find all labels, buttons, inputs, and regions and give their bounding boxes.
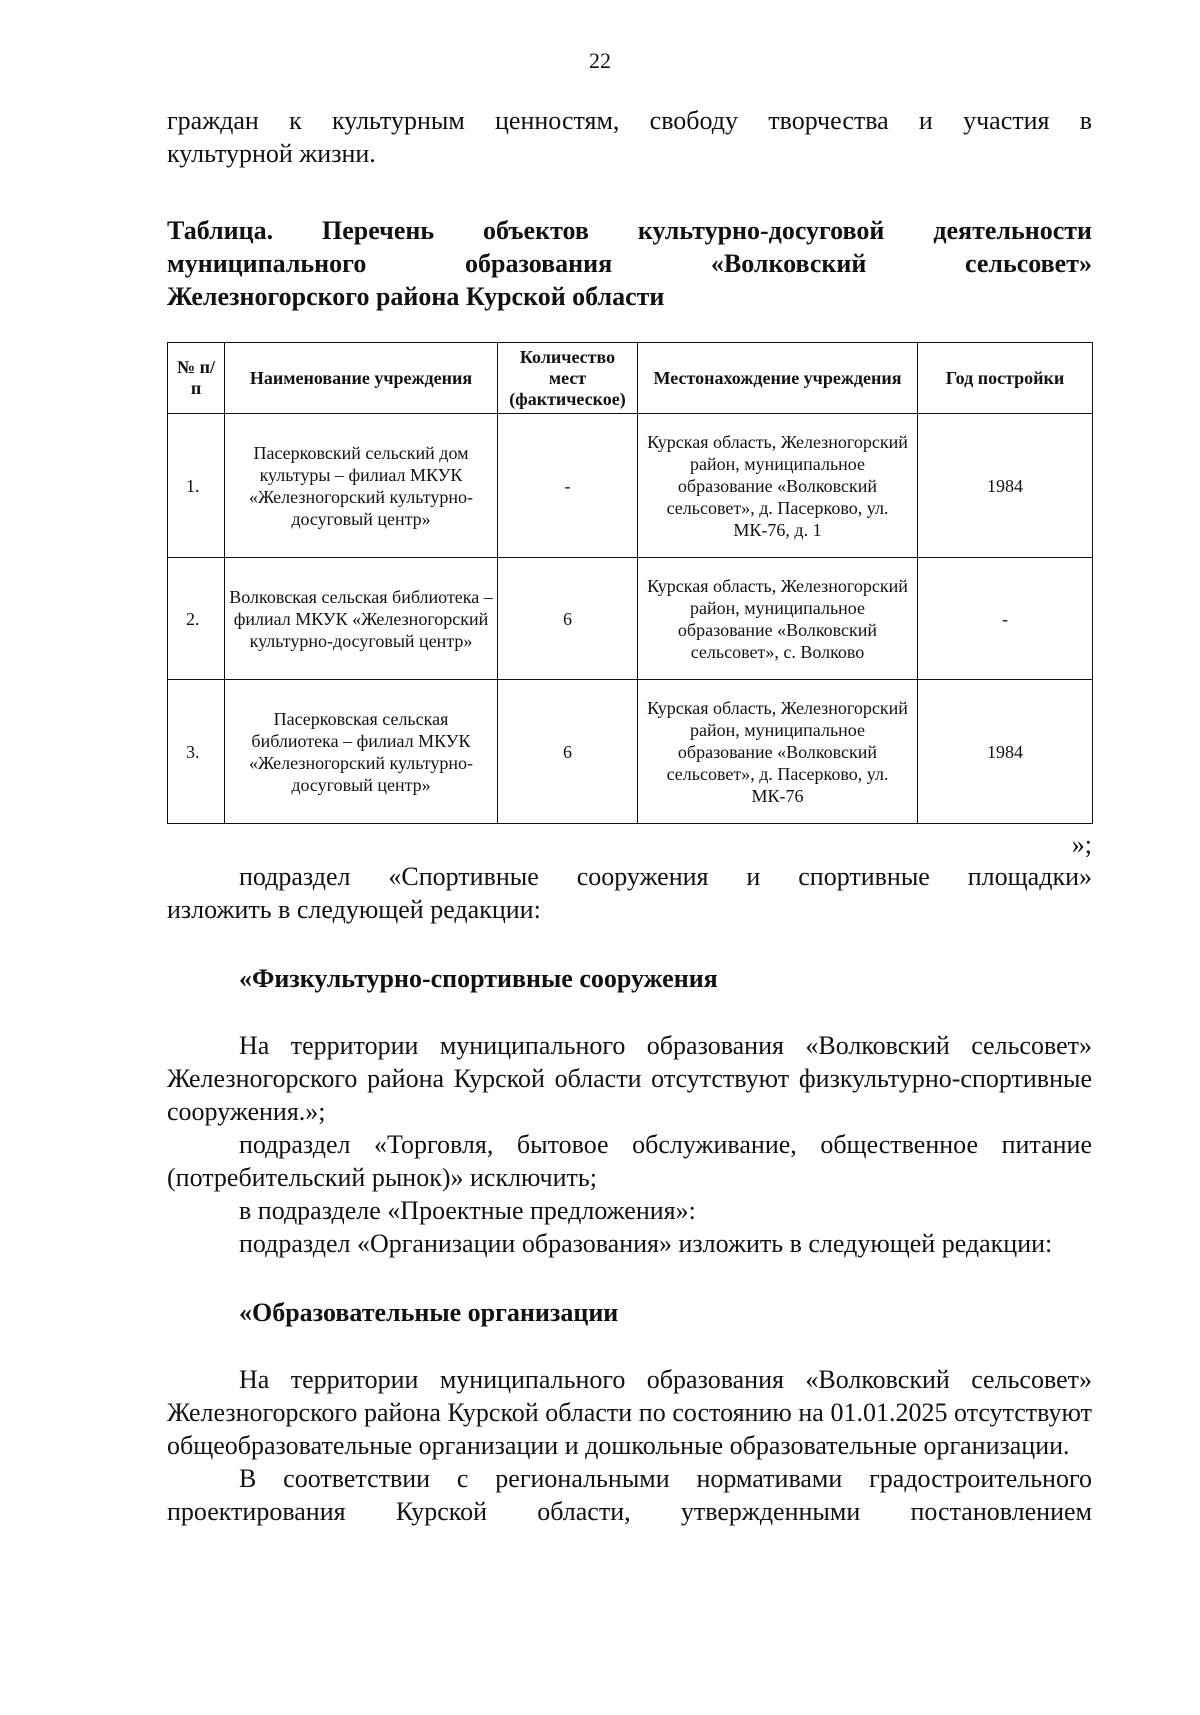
para-edu-org: подраздел «Организации образования» изложить в следующей редакции:: [239, 1229, 1053, 1258]
para-trade: подраздел «Торговля, бытовое обслуживание, общественное питание (потребительский рынок)» исключить;: [167, 1130, 1092, 1192]
table-row: [168, 558, 1093, 680]
table-title-line-2: муниципального образования «Волковский сельсовет»: [167, 249, 1092, 278]
cell-num: 1.: [168, 414, 225, 558]
header-num: № п/п: [168, 343, 225, 414]
cell-year: 1984: [918, 414, 1093, 558]
cell-name: Пасерковский сельский дом культуры – филиал МКУК «Железногорский культурно-досуговый центр»: [225, 414, 498, 558]
table-row: [168, 414, 1093, 558]
cell-location: Курская область, Железногорский район, муниципальное образование «Волковский сельсовет», д. Пасерково, ул. МК-76, д. 1: [638, 414, 918, 558]
table-row: [168, 680, 1093, 824]
cell-seats: 6: [498, 558, 638, 680]
heading-sport: «Физкультурно-спортивные сооружения: [239, 964, 718, 993]
culture-objects-table: [167, 342, 1093, 824]
heading-edu: «Образовательные организации: [239, 1298, 619, 1327]
cell-year: -: [918, 558, 1093, 680]
para-sport-line-1: подраздел «Спортивные сооружения и спортивные площадки»: [239, 862, 1092, 891]
document-body: [167, 104, 1092, 1528]
table-header-row: [168, 343, 1093, 414]
para-proposals: в подразделе «Проектные предложения»:: [239, 1196, 696, 1225]
table-end-quote: »;: [1071, 830, 1092, 859]
table-title-line-1: Таблица. Перечень объектов культурно-досуговой деятельности: [167, 216, 1092, 245]
para-sport-line-2: изложить в следующей редакции:: [167, 895, 541, 924]
cell-num: 3.: [168, 680, 225, 824]
cell-seats: -: [498, 414, 638, 558]
para-sport-body: На территории муниципального образования «Волковский сельсовет» Железногорского района Курской области отсутствуют физкультурно-спортивные сооружения.»;: [167, 1031, 1092, 1126]
header-location: Местонахождение учреждения: [638, 343, 918, 414]
cell-name: Волковская сельская библиотека – филиал МКУК «Железногорский культурно-досуговый центр»: [225, 558, 498, 680]
intro-line-1: граждан к культурным ценностям, свободу творчества и участия в: [167, 106, 1092, 135]
cell-location: Курская область, Железногорский район, муниципальное образование «Волковский сельсовет», д. Пасерково, ул. МК-76: [638, 680, 918, 824]
cell-name: Пасерковская сельская библиотека – филиал МКУК «Железногорский культурно-досуговый центр»: [225, 680, 498, 824]
cell-year: 1984: [918, 680, 1093, 824]
table-title-line-3: Железногорского района Курской области: [167, 282, 665, 311]
header-seats: Количество мест (фактическое): [498, 343, 638, 414]
para-norms: В соответствии с региональными нормативами градостроительного проектирования Курской области, утвержденными постановлением: [167, 1464, 1092, 1526]
header-year: Год постройки: [918, 343, 1093, 414]
header-name: Наименование учреждения: [225, 343, 498, 414]
cell-num: 2.: [168, 558, 225, 680]
intro-line-2: культурной жизни.: [167, 139, 376, 168]
cell-location: Курская область, Железногорский район, муниципальное образование «Волковский сельсовет», с. Волково: [638, 558, 918, 680]
page-number: 22: [589, 48, 611, 73]
table-title: [167, 214, 1092, 313]
para-edu-body: На территории муниципального образования «Волковский сельсовет» Железногорского района Курской области по состоянию на 01.01.2025 отсутствуют общеобразовательные организации и дошкольные образовательные организации.: [167, 1365, 1092, 1460]
cell-seats: 6: [498, 680, 638, 824]
